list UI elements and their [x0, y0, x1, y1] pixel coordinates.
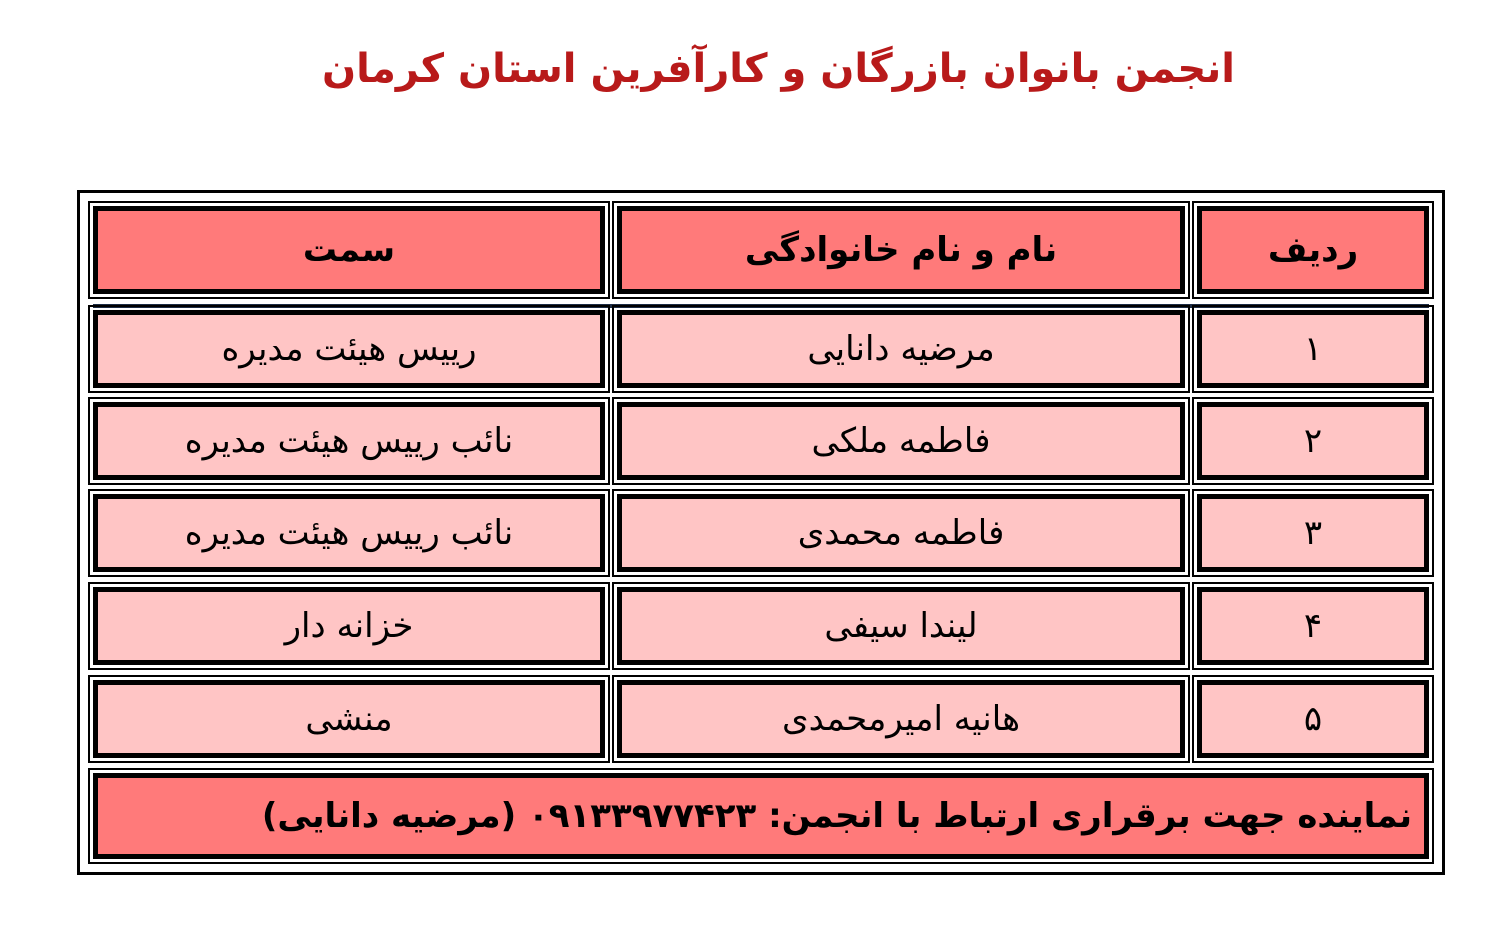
row-3-name: فاطمه محمدی — [617, 494, 1185, 572]
header-row-number: ردیف — [1197, 206, 1429, 294]
contact-footer: نماینده جهت برقراری ارتباط با انجمن: ۰۹۱۳۳۹۷۷۴۲۳ (مرضیه دانایی) — [93, 773, 1429, 859]
row-2-position: نائب رییس هیئت مدیره — [93, 402, 605, 480]
row-4-number: ۴ — [1197, 587, 1429, 665]
row-4-position: خزانه دار — [93, 587, 605, 665]
header-divider — [93, 304, 1429, 308]
row-1-position: رییس هیئت مدیره — [93, 310, 605, 388]
row-3-number: ۳ — [1197, 494, 1429, 572]
row-5-number: ۵ — [1197, 680, 1429, 758]
row-2-name: فاطمه ملکی — [617, 402, 1185, 480]
page-title: انجمن بانوان بازرگان و کارآفرین استان کرمان — [321, 46, 1235, 92]
row-1-number: ۱ — [1197, 310, 1429, 388]
header-name: نام و نام خانوادگی — [617, 206, 1185, 294]
row-5-position: منشی — [93, 680, 605, 758]
row-1-name: مرضیه دانایی — [617, 310, 1185, 388]
header-position: سمت — [93, 206, 605, 294]
row-4-name: لیندا سیفی — [617, 587, 1185, 665]
row-2-number: ۲ — [1197, 402, 1429, 480]
row-3-position: نائب رییس هیئت مدیره — [93, 494, 605, 572]
row-5-name: هانیه امیرمحمدی — [617, 680, 1185, 758]
